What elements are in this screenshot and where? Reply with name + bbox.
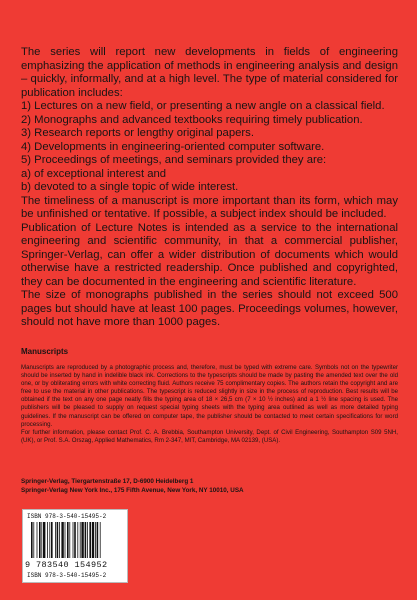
list-item: 1) Lectures on a new field, or presenting a new angle on a classical field. [21,100,385,112]
isbn-bottom-label: ISBN 978-3-540-15495-2 [27,572,107,579]
manuscripts-paragraph: Manuscripts are reproduced by a photographic process and, therefore, must be typed with extreme care. Symbols not on the typewriter should be inserted by hand in indelible black ink. Corrections to the typescripts should be made by pasting the amended text over the old one, or by obliterating errors with white correcting fluid. Authors receive 75 complimentary copies. The authors retain the copyright and are free to use the material in other publications. The typescript is reduced slightly in size in the process of reproduction. Best results will be obtained if the text on any one page neatly fills the typing area of 18 × 26,5 cm (7 × 10 ½ inches) and a 1 ½ line spacing is used. The publishers will be pleased to supply on request special typing sheets with the typing area outlined as well as more detailed typing guidelines. If the manuscript can be offered on computer tape, the publisher should be contacted to meet certain specifications for word processing. [21,364,398,428]
barcode-bars-icon [31,522,121,562]
contact-paragraph: For further information, please contact Prof. C. A. Brebbia, Southampton University, Dept. of Civil Engineering, Southampton S09 5NH, (UK), or Prof. S.A. Orszag, Applied Mathematics, Rm 2-347, MIT, Cambridge, MA 02139, (USA). [21,428,398,444]
publisher-address-new-york: Springer-Verlag New York Inc., 175 Fifth Avenue, New York, NY 10010, USA [21,487,244,494]
list-subitem: a) of exceptional interest and [21,167,167,180]
series-description [21,46,398,330]
ean-digits: 9 783540 154952 [25,560,108,570]
list-item: 4) Developments in engineering-oriented computer software. [21,140,325,153]
list-item: 3) Research reports or lengthy original papers. [21,127,254,139]
intro-paragraph: The series will report new developments in fields of engineering emphasizing the application of methods in engineering analysis and design – quickly, informally, and at a high level. The type of material considered for publication includes: [21,46,398,99]
manuscripts-heading: Manuscripts [21,347,69,356]
list-item: 2) Monographs and advanced textbooks requiring timely publication. [21,113,363,126]
isbn-barcode [22,509,128,583]
list-subitem: b) devoted to a single topic of wide interest. [21,181,239,193]
size-paragraph: The size of monographs published in the series should not exceed 500 pages but should have at least 100 pages. Proceedings volumes, however, should not have more than 1000 pages. [21,289,398,328]
isbn-top-label: ISBN 978-3-540-15495-2 [27,513,107,520]
publication-paragraph: Publication of Lecture Notes is intended as a service to the international engineering and scientific community, in that a commercial publisher, Springer-Verlag, can offer a wider distribution of documents which would otherwise have a restricted readership. Once published and copyrighted, they can be documented in the engineering and scientific literature. [21,221,398,288]
list-item: 5) Proceedings of meetings, and seminars provided they are: [21,154,327,166]
publisher-address-heidelberg: Springer-Verlag, Tiergartenstraße 17, D-6900 Heidelberg 1 [21,478,194,485]
publisher-addresses [21,477,398,495]
timeliness-paragraph: The timeliness of a manuscript is more important than its form, which may be unfinished or tentative. If possible, a subject index should be included. [21,194,398,220]
manuscripts-text [21,364,398,445]
